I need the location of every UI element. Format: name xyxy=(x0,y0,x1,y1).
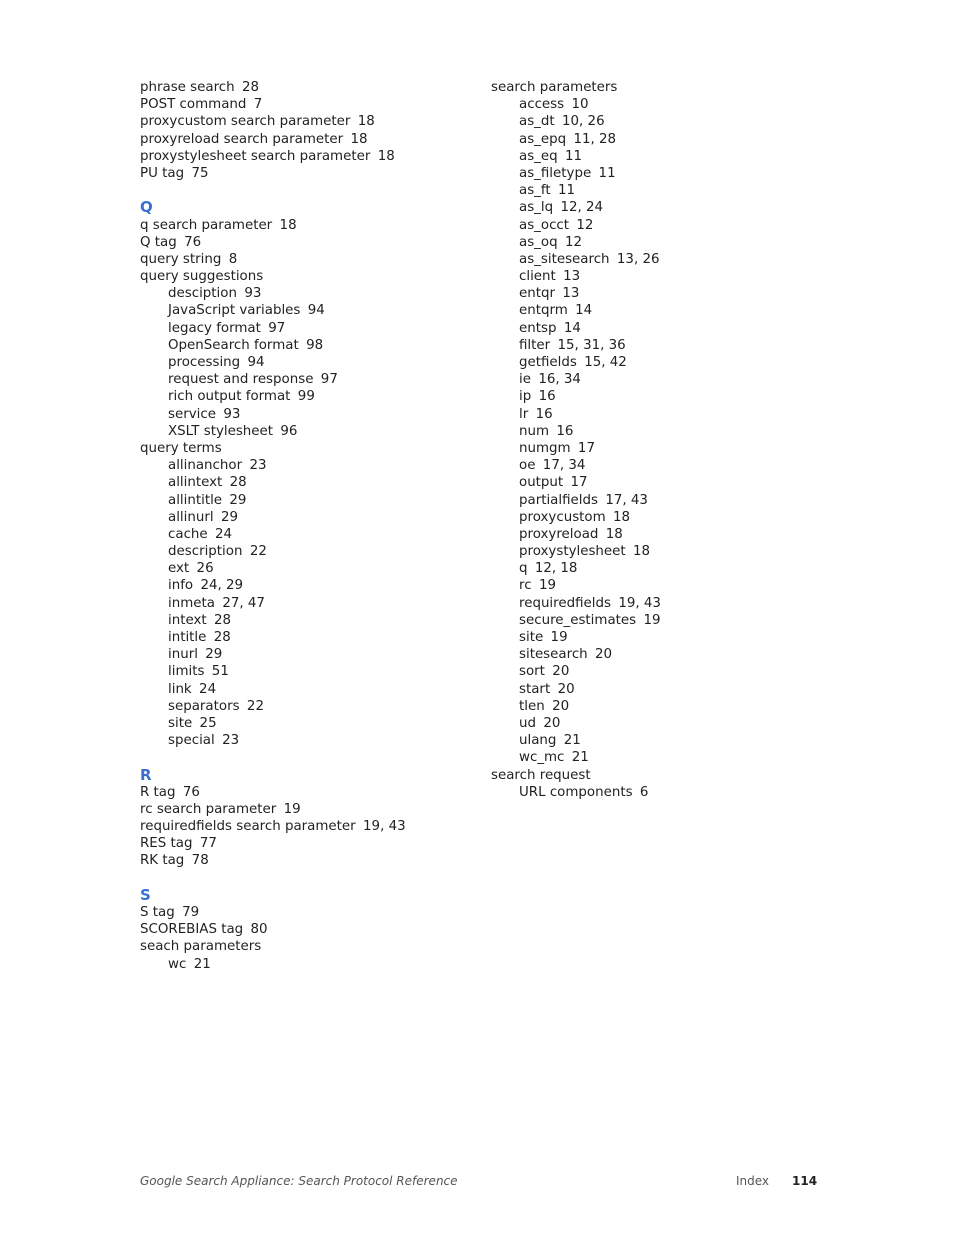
index-page-refs: 17, 43 xyxy=(605,492,648,508)
index-subentry xyxy=(140,509,470,526)
index-page-refs: 16 xyxy=(556,423,574,439)
index-term: processing xyxy=(168,355,241,370)
index-page-refs: 18 xyxy=(279,217,297,233)
index-page-refs: 29 xyxy=(205,647,223,663)
index-subentry xyxy=(491,165,821,182)
index-subentry xyxy=(491,560,821,577)
index-term: client xyxy=(519,269,556,285)
index-term: rc xyxy=(519,578,532,594)
index-page-refs: 19 xyxy=(538,578,556,594)
index-term: ip xyxy=(519,389,532,405)
index-subentry xyxy=(491,663,821,680)
index-entry xyxy=(491,79,821,96)
index-term: POST command xyxy=(140,97,247,113)
index-subentry xyxy=(491,440,821,457)
index-term: output xyxy=(519,475,564,491)
index-page-refs: 93 xyxy=(244,286,262,302)
index-term: as_lq xyxy=(519,200,554,216)
index-term: proxyreload xyxy=(519,526,599,542)
index-page-refs: 28 xyxy=(242,80,260,95)
index-page-refs: 18 xyxy=(357,114,375,130)
index-term: allinanchor xyxy=(168,458,243,474)
index-term: inurl xyxy=(168,647,198,663)
index-subentry xyxy=(491,113,821,130)
index-term: PU tag xyxy=(140,165,185,181)
index-term: allintext xyxy=(168,475,223,491)
index-term: num xyxy=(519,423,550,439)
index-term: intext xyxy=(168,612,207,628)
index-term: query string xyxy=(140,251,222,267)
index-column-left xyxy=(140,79,470,973)
index-subentry xyxy=(491,131,821,148)
index-page-refs: 22 xyxy=(249,544,267,560)
index-page-refs: 8 xyxy=(228,251,238,267)
index-subentry xyxy=(491,199,821,216)
index-subentry xyxy=(491,732,821,749)
index-term: separators xyxy=(168,698,240,714)
index-term: info xyxy=(168,578,194,594)
index-term: RES tag xyxy=(140,836,193,852)
index-term: entqrm xyxy=(519,303,568,319)
index-page-refs: 20 xyxy=(595,647,613,663)
index-page-refs: 19, 43 xyxy=(618,595,661,611)
index-term: limits xyxy=(168,664,205,680)
index-term: OpenSearch format xyxy=(168,337,299,353)
index-subentry xyxy=(140,732,470,749)
index-page-refs: 14 xyxy=(563,320,581,336)
index-page-refs: 79 xyxy=(182,905,200,920)
index-entry xyxy=(140,96,470,113)
index-page-refs: 18 xyxy=(633,544,651,560)
index-subentry xyxy=(491,629,821,646)
index-page-refs: 78 xyxy=(191,853,209,869)
index-term: ie xyxy=(519,372,531,388)
index-term: partialfields xyxy=(519,492,598,508)
index-subentry xyxy=(491,492,821,509)
index-subentry xyxy=(491,526,821,543)
index-subentry xyxy=(140,577,470,594)
index-entry xyxy=(140,852,470,869)
index-subentry xyxy=(140,612,470,629)
index-page-refs: 21 xyxy=(193,956,211,972)
index-subentry xyxy=(140,337,470,354)
index-term: special xyxy=(168,733,215,749)
index-term: as_oq xyxy=(519,234,558,250)
index-term: numgm xyxy=(519,440,571,456)
index-letter-heading: S xyxy=(140,885,151,904)
index-subentry xyxy=(140,285,470,302)
index-page-refs: 18 xyxy=(350,131,368,147)
index-term: phrase search xyxy=(140,80,235,95)
index-subentry xyxy=(140,646,470,663)
index-page-refs: 28 xyxy=(229,475,247,491)
index-page-refs: 98 xyxy=(306,337,324,353)
index-term: JavaScript variables xyxy=(168,303,301,319)
index-term: secure_estimates xyxy=(519,612,637,628)
index-term: R tag xyxy=(140,784,176,800)
index-page-refs: 76 xyxy=(182,784,200,800)
index-subentry xyxy=(140,681,470,698)
index-term: legacy format xyxy=(168,320,261,336)
index-entry xyxy=(140,835,470,852)
index-entry xyxy=(140,921,470,938)
index-term: allinurl xyxy=(168,509,214,525)
index-page-refs: 17 xyxy=(570,475,588,491)
index-term: seach parameters xyxy=(140,939,262,955)
index-letter-heading: R xyxy=(140,765,152,784)
index-subentry xyxy=(491,320,821,337)
index-subentry xyxy=(491,406,821,423)
index-term: site xyxy=(168,715,193,731)
footer-section-name: Index xyxy=(736,1174,770,1188)
index-entry xyxy=(140,79,470,96)
index-subentry xyxy=(140,956,470,973)
index-page-refs: 75 xyxy=(191,165,209,181)
index-subentry xyxy=(140,543,470,560)
index-subentry xyxy=(140,302,470,319)
index-entry xyxy=(140,440,470,457)
index-subentry xyxy=(491,354,821,371)
index-subentry xyxy=(491,388,821,405)
index-term: wc_mc xyxy=(519,750,565,766)
index-term: as_filetype xyxy=(519,165,592,181)
index-term: ud xyxy=(519,715,536,731)
index-subentry xyxy=(140,320,470,337)
index-term: rc search parameter xyxy=(140,801,277,817)
index-page-refs: 97 xyxy=(320,372,338,388)
index-term: q search parameter xyxy=(140,217,273,233)
index-page-refs: 7 xyxy=(253,97,263,113)
index-entry xyxy=(140,148,470,165)
index-term: as_eq xyxy=(519,148,558,164)
index-term: cache xyxy=(168,526,208,542)
index-subentry xyxy=(140,629,470,646)
index-subentry xyxy=(140,423,470,440)
index-entry xyxy=(140,234,470,251)
index-page-refs: 10, 26 xyxy=(562,114,605,130)
index-term: as_ft xyxy=(519,183,551,199)
index-subentry xyxy=(140,371,470,388)
index-term: as_sitesearch xyxy=(519,251,610,267)
index-entry xyxy=(491,767,821,784)
footer-document-title: Google Search Appliance: Search Protocol Reference xyxy=(140,1174,458,1188)
index-page-refs: 20 xyxy=(552,698,570,714)
index-page-refs: 21 xyxy=(563,733,581,749)
index-page-refs: 6 xyxy=(639,784,649,800)
index-subentry xyxy=(491,217,821,234)
index-page-refs: 77 xyxy=(199,836,217,852)
index-term: inmeta xyxy=(168,595,215,611)
index-subentry xyxy=(140,388,470,405)
index-page-refs: 13, 26 xyxy=(616,251,660,267)
index-page-refs: 15, 42 xyxy=(584,355,627,370)
index-term: SCOREBIAS tag xyxy=(140,922,244,938)
index-term: proxycustom search parameter xyxy=(140,114,351,130)
index-term: allintitle xyxy=(168,492,223,508)
index-page-refs: 29 xyxy=(229,492,247,508)
index-subentry xyxy=(491,577,821,594)
index-page-refs: 19 xyxy=(283,801,301,817)
index-page-refs: 96 xyxy=(280,423,298,439)
index-term: URL components xyxy=(519,784,633,800)
index-subentry xyxy=(491,234,821,251)
index-term: query terms xyxy=(140,440,222,456)
index-subentry xyxy=(491,302,821,319)
index-page-refs: 15, 31, 36 xyxy=(557,337,626,353)
index-page-refs: 16, 34 xyxy=(538,372,581,388)
index-term: wc xyxy=(168,956,187,972)
index-page-refs: 51 xyxy=(211,664,229,680)
index-term: intitle xyxy=(168,630,207,645)
index-subentry xyxy=(491,595,821,612)
index-term: proxycustom xyxy=(519,509,606,525)
index-subentry xyxy=(491,251,821,268)
index-page-refs: 22 xyxy=(246,698,264,714)
index-page-refs: 18 xyxy=(613,509,631,525)
index-page-refs: 76 xyxy=(184,234,202,250)
index-term: entsp xyxy=(519,320,557,336)
index-page-refs: 18 xyxy=(377,148,395,164)
index-entry xyxy=(140,165,470,182)
index-page-refs: 12, 18 xyxy=(534,561,578,577)
index-page-refs: 11 xyxy=(598,165,616,181)
index-page-refs: 20 xyxy=(552,664,570,680)
index-page-refs: 24, 29 xyxy=(200,578,244,594)
index-subentry xyxy=(491,371,821,388)
index-term: site xyxy=(519,630,544,645)
index-term: proxystylesheet xyxy=(519,544,626,560)
index-page-refs: 14 xyxy=(575,303,593,319)
index-term: description xyxy=(168,544,243,560)
index-term: as_occt xyxy=(519,217,570,233)
index-subentry xyxy=(140,354,470,371)
index-subentry xyxy=(491,509,821,526)
index-subentry xyxy=(140,715,470,732)
index-subentry xyxy=(491,423,821,440)
index-entry xyxy=(140,801,470,818)
index-entry xyxy=(140,818,470,835)
index-term: entqr xyxy=(519,286,555,302)
index-term: ext xyxy=(168,561,190,577)
index-entry xyxy=(140,268,470,285)
footer-page-number: 114 xyxy=(792,1174,818,1188)
index-subentry xyxy=(491,784,821,801)
index-term: as_dt xyxy=(519,114,555,130)
index-page-refs: 16 xyxy=(535,406,553,422)
index-term: ulang xyxy=(519,733,557,749)
index-page-refs: 11 xyxy=(557,183,576,199)
index-subentry xyxy=(140,526,470,543)
index-page-refs: 26 xyxy=(196,561,214,577)
index-subentry xyxy=(140,492,470,509)
index-term: as_epq xyxy=(519,131,567,147)
index-term: oe xyxy=(519,458,536,474)
index-term: S tag xyxy=(140,905,175,920)
index-term: proxystylesheet search parameter xyxy=(140,148,371,164)
index-term: lr xyxy=(519,406,529,422)
index-subentry xyxy=(140,595,470,612)
index-term: request and response xyxy=(168,372,314,388)
index-term: link xyxy=(168,681,192,697)
index-term: tlen xyxy=(519,698,545,714)
index-page-refs: 29 xyxy=(220,509,238,525)
index-subentry xyxy=(491,96,821,113)
index-page-refs: 28 xyxy=(213,630,231,645)
index-term: Q tag xyxy=(140,234,177,250)
index-page-refs: 94 xyxy=(307,303,325,319)
index-page-refs: 12, 24 xyxy=(560,200,604,216)
index-term: search request xyxy=(491,767,591,783)
index-entry xyxy=(140,938,470,955)
index-column-right xyxy=(491,79,821,801)
index-page-refs: 20 xyxy=(557,681,575,697)
index-page-refs: 94 xyxy=(247,355,265,370)
index-term: requiredfields search parameter xyxy=(140,819,356,835)
index-page-refs: 12 xyxy=(564,234,582,250)
index-term: XSLT stylesheet xyxy=(168,423,274,439)
index-page-refs: 18 xyxy=(605,526,623,542)
index-subentry xyxy=(140,457,470,474)
index-subentry xyxy=(491,715,821,732)
index-page-refs: 24 xyxy=(215,526,233,542)
index-subentry xyxy=(140,663,470,680)
index-page-refs: 13 xyxy=(563,269,581,285)
index-term: sort xyxy=(519,664,545,680)
index-entry xyxy=(140,131,470,148)
index-term: service xyxy=(168,406,216,422)
index-term: proxyreload search parameter xyxy=(140,131,344,147)
index-term: desciption xyxy=(168,286,237,302)
index-page-refs: 27, 47 xyxy=(222,595,265,611)
index-page-refs: 11 xyxy=(564,148,583,164)
index-entry xyxy=(140,113,470,130)
index-subentry xyxy=(491,749,821,766)
index-subentry xyxy=(491,474,821,491)
index-subentry xyxy=(491,268,821,285)
index-term: RK tag xyxy=(140,853,185,869)
index-term: getfields xyxy=(519,355,577,370)
index-term: start xyxy=(519,681,551,697)
index-entry xyxy=(140,904,470,921)
index-page-refs: 23 xyxy=(222,733,240,749)
index-page-refs: 20 xyxy=(543,715,561,731)
index-subentry xyxy=(140,474,470,491)
index-subentry xyxy=(491,182,821,199)
index-page-refs: 10 xyxy=(571,97,589,113)
index-term: search parameters xyxy=(491,80,618,95)
index-term: requiredfields xyxy=(519,595,611,611)
index-page-refs: 24 xyxy=(199,681,217,697)
index-page-refs: 99 xyxy=(297,389,315,405)
index-page-refs: 25 xyxy=(199,715,217,731)
index-page-refs: 13 xyxy=(562,286,580,302)
index-page-refs: 19 xyxy=(643,612,661,628)
index-entry xyxy=(140,217,470,234)
index-subentry xyxy=(140,560,470,577)
index-page-refs: 23 xyxy=(249,458,267,474)
index-subentry xyxy=(491,681,821,698)
index-page-refs: 97 xyxy=(268,320,286,336)
index-page-refs: 28 xyxy=(214,612,232,628)
index-subentry xyxy=(491,646,821,663)
index-term: q xyxy=(519,561,528,577)
index-page-refs: 17 xyxy=(577,440,595,456)
index-page-refs: 12 xyxy=(576,217,594,233)
index-entry xyxy=(140,251,470,268)
index-page-refs: 16 xyxy=(538,389,556,405)
index-subentry xyxy=(491,612,821,629)
index-term: query suggestions xyxy=(140,269,264,285)
index-page-refs: 19 xyxy=(550,630,568,645)
index-page-refs: 93 xyxy=(223,406,241,422)
index-term: sitesearch xyxy=(519,647,588,663)
index-page-refs: 80 xyxy=(250,922,268,938)
index-letter-heading: Q xyxy=(140,198,153,217)
index-entry xyxy=(140,784,470,801)
index-subentry xyxy=(491,285,821,302)
index-subentry xyxy=(140,698,470,715)
index-subentry xyxy=(491,337,821,354)
index-subentry xyxy=(140,406,470,423)
index-page-refs: 17, 34 xyxy=(542,458,586,474)
index-term: access xyxy=(519,97,565,113)
index-page-refs: 11, 28 xyxy=(573,131,617,147)
index-term: filter xyxy=(519,337,551,353)
index-term: rich output format xyxy=(168,389,291,405)
index-subentry xyxy=(491,148,821,165)
index-page-refs: 19, 43 xyxy=(363,819,406,835)
index-subentry xyxy=(491,457,821,474)
index-subentry xyxy=(491,543,821,560)
index-page-refs: 21 xyxy=(571,750,589,766)
index-subentry xyxy=(491,698,821,715)
